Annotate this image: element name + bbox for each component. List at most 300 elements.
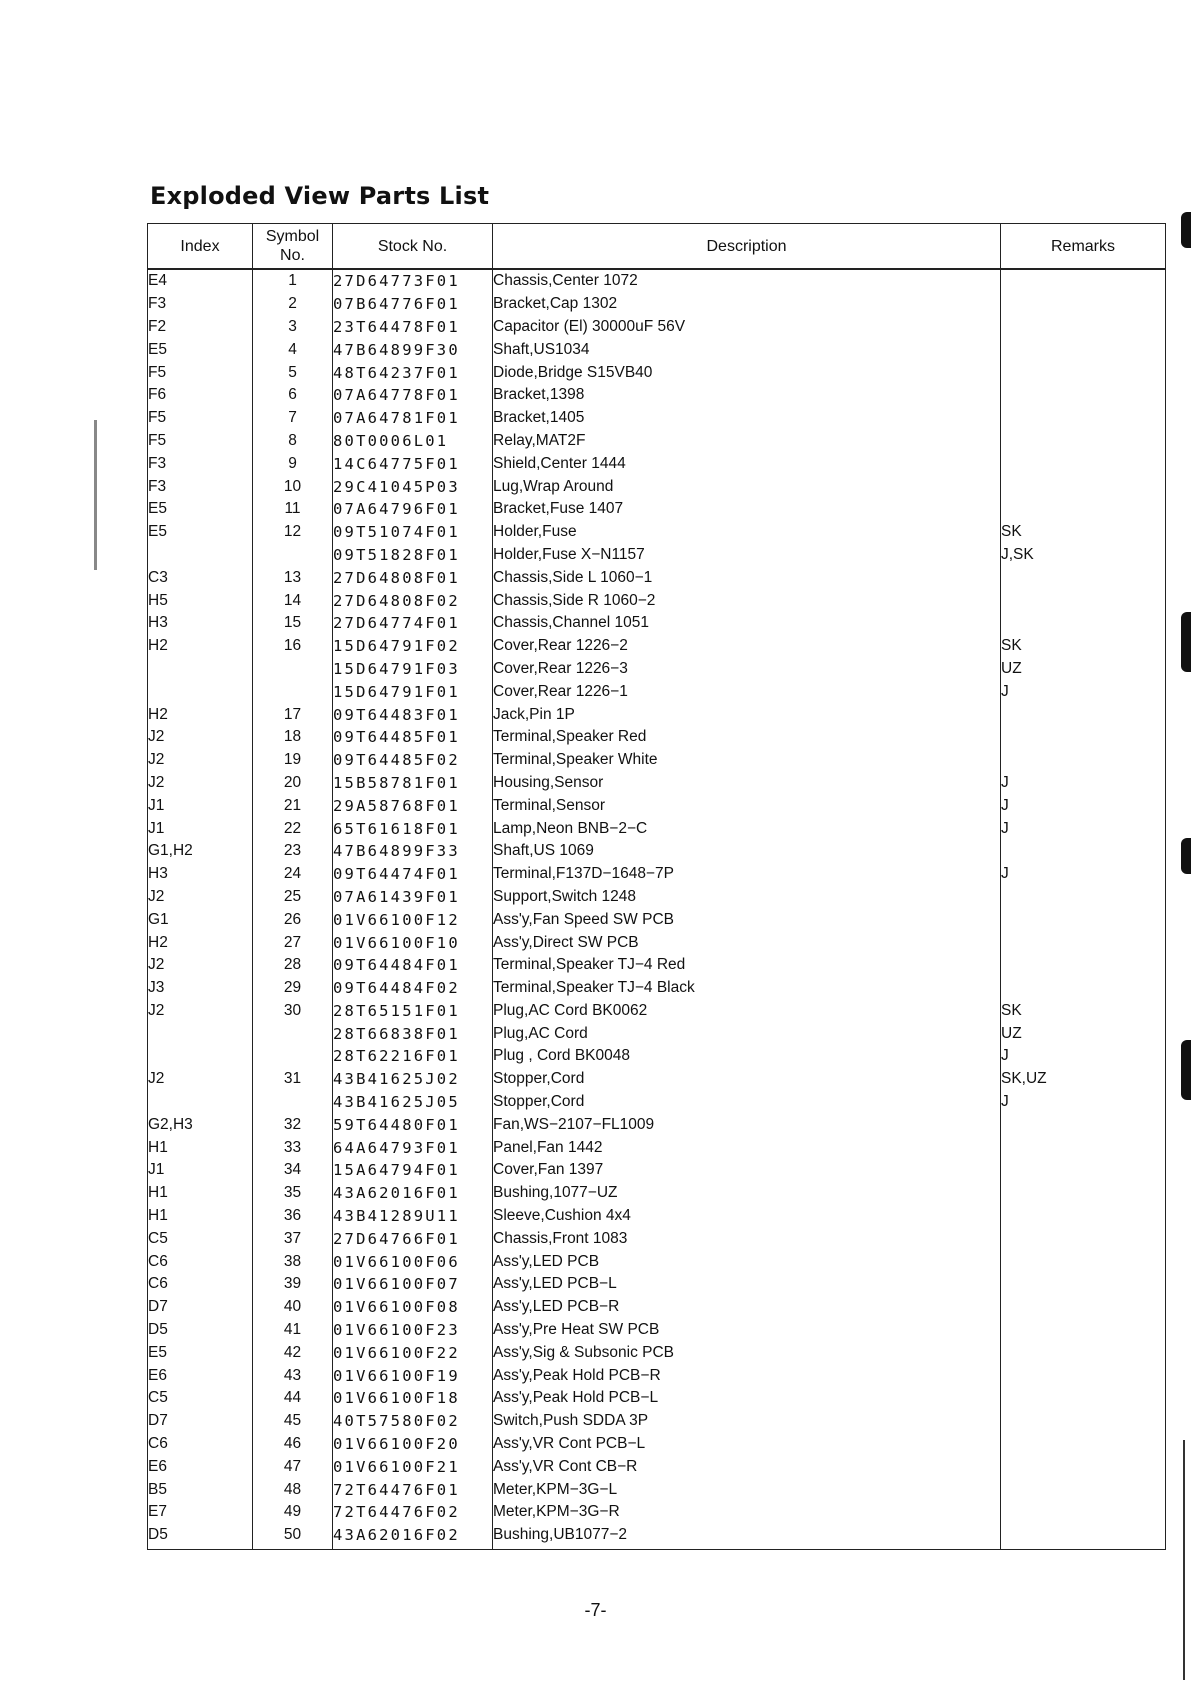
table-row bbox=[148, 1159, 1166, 1182]
table-row bbox=[148, 1227, 1166, 1250]
cell-description: Holder,Fuse X−N1157 bbox=[493, 544, 1001, 567]
table-row bbox=[148, 726, 1166, 749]
cell-stock-no: 72T64476F01 bbox=[333, 1478, 493, 1501]
cell-remarks bbox=[1001, 1387, 1166, 1410]
cell-symbol: 33 bbox=[253, 1136, 333, 1159]
table-row bbox=[148, 1364, 1166, 1387]
cell-remarks bbox=[1001, 293, 1166, 316]
cell-remarks bbox=[1001, 840, 1166, 863]
cell-stock-no: 28T65151F01 bbox=[333, 1000, 493, 1023]
cell-remarks: SK,UZ bbox=[1001, 1068, 1166, 1091]
cell-symbol: 29 bbox=[253, 977, 333, 1000]
cell-stock-no: 07B64776F01 bbox=[333, 293, 493, 316]
cell-remarks bbox=[1001, 407, 1166, 430]
cell-description: Terminal,Speaker Red bbox=[493, 726, 1001, 749]
cell-symbol: 28 bbox=[253, 954, 333, 977]
cell-description: Housing,Sensor bbox=[493, 772, 1001, 795]
cell-index: F3 bbox=[148, 293, 253, 316]
cell-description: Terminal,Speaker TJ−4 Red bbox=[493, 954, 1001, 977]
cell-remarks bbox=[1001, 1113, 1166, 1136]
table-row bbox=[148, 1000, 1166, 1023]
cell-remarks: SK bbox=[1001, 521, 1166, 544]
cell-symbol: 12 bbox=[253, 521, 333, 544]
cell-description: Terminal,Sensor bbox=[493, 794, 1001, 817]
cell-remarks bbox=[1001, 1159, 1166, 1182]
cell-symbol: 41 bbox=[253, 1319, 333, 1342]
cell-index: F5 bbox=[148, 407, 253, 430]
table-row bbox=[148, 1113, 1166, 1136]
cell-symbol: 6 bbox=[253, 384, 333, 407]
table-row bbox=[148, 1068, 1166, 1091]
cell-stock-no: 07A64781F01 bbox=[333, 407, 493, 430]
cell-description: Ass'y,LED PCB bbox=[493, 1250, 1001, 1273]
cell-remarks: SK bbox=[1001, 635, 1166, 658]
table-row bbox=[148, 1136, 1166, 1159]
table-row bbox=[148, 863, 1166, 886]
table-row bbox=[148, 1501, 1166, 1524]
table-row bbox=[148, 886, 1166, 909]
cell-stock-no: 27D64774F01 bbox=[333, 612, 493, 635]
cell-remarks bbox=[1001, 1227, 1166, 1250]
binder-tab-mark bbox=[1181, 1040, 1191, 1100]
table-row bbox=[148, 1319, 1166, 1342]
cell-stock-no: 27D64773F01 bbox=[333, 269, 493, 293]
cell-description: Ass'y,Sig & Subsonic PCB bbox=[493, 1341, 1001, 1364]
cell-index: J3 bbox=[148, 977, 253, 1000]
table-row bbox=[148, 1250, 1166, 1273]
table-row bbox=[148, 840, 1166, 863]
cell-remarks bbox=[1001, 908, 1166, 931]
table-row bbox=[148, 1205, 1166, 1228]
cell-index bbox=[148, 544, 253, 567]
cell-index: F5 bbox=[148, 361, 253, 384]
cell-index: J2 bbox=[148, 772, 253, 795]
cell-description: Ass'y,Fan Speed SW PCB bbox=[493, 908, 1001, 931]
cell-index: C5 bbox=[148, 1227, 253, 1250]
cell-stock-no: 29C41045P03 bbox=[333, 475, 493, 498]
cell-remarks bbox=[1001, 612, 1166, 635]
cell-remarks bbox=[1001, 703, 1166, 726]
cell-description: Lug,Wrap Around bbox=[493, 475, 1001, 498]
cell-stock-no: 28T66838F01 bbox=[333, 1022, 493, 1045]
cell-index: J1 bbox=[148, 817, 253, 840]
cell-stock-no: 07A64796F01 bbox=[333, 498, 493, 521]
table-row bbox=[148, 1410, 1166, 1433]
cell-remarks bbox=[1001, 749, 1166, 772]
cell-index: H5 bbox=[148, 589, 253, 612]
table-row bbox=[148, 361, 1166, 384]
cell-description: Ass'y,Peak Hold PCB−L bbox=[493, 1387, 1001, 1410]
cell-stock-no: 09T64483F01 bbox=[333, 703, 493, 726]
table-row bbox=[148, 658, 1166, 681]
cell-remarks bbox=[1001, 269, 1166, 293]
cell-symbol: 47 bbox=[253, 1455, 333, 1478]
scan-edge-line bbox=[1183, 1440, 1185, 1680]
cell-symbol: 23 bbox=[253, 840, 333, 863]
binder-tab-mark bbox=[1181, 612, 1191, 672]
cell-description: Plug , Cord BK0048 bbox=[493, 1045, 1001, 1068]
binder-tab-mark bbox=[1181, 212, 1191, 248]
cell-symbol: 39 bbox=[253, 1273, 333, 1296]
table-row bbox=[148, 1022, 1166, 1045]
cell-stock-no: 01V66100F06 bbox=[333, 1250, 493, 1273]
cell-remarks bbox=[1001, 1524, 1166, 1549]
cell-symbol: 34 bbox=[253, 1159, 333, 1182]
cell-stock-no: 01V66100F19 bbox=[333, 1364, 493, 1387]
cell-remarks bbox=[1001, 886, 1166, 909]
cell-index: H1 bbox=[148, 1205, 253, 1228]
cell-index: H2 bbox=[148, 703, 253, 726]
cell-symbol: 45 bbox=[253, 1410, 333, 1433]
cell-stock-no: 09T64485F02 bbox=[333, 749, 493, 772]
cell-symbol: 21 bbox=[253, 794, 333, 817]
cell-description: Bushing,1077−UZ bbox=[493, 1182, 1001, 1205]
cell-description: Ass'y,LED PCB−L bbox=[493, 1273, 1001, 1296]
table-row bbox=[148, 1433, 1166, 1456]
cell-description: Holder,Fuse bbox=[493, 521, 1001, 544]
cell-index: J2 bbox=[148, 954, 253, 977]
cell-remarks: UZ bbox=[1001, 1022, 1166, 1045]
cell-stock-no: 01V66100F20 bbox=[333, 1433, 493, 1456]
cell-remarks bbox=[1001, 977, 1166, 1000]
table-row bbox=[148, 498, 1166, 521]
cell-description: Bracket,1405 bbox=[493, 407, 1001, 430]
cell-remarks bbox=[1001, 384, 1166, 407]
cell-index bbox=[148, 680, 253, 703]
table-row bbox=[148, 384, 1166, 407]
cell-symbol bbox=[253, 680, 333, 703]
cell-description: Stopper,Cord bbox=[493, 1068, 1001, 1091]
cell-stock-no: 01V66100F23 bbox=[333, 1319, 493, 1342]
cell-symbol: 2 bbox=[253, 293, 333, 316]
cell-stock-no: 09T51828F01 bbox=[333, 544, 493, 567]
cell-index: H1 bbox=[148, 1136, 253, 1159]
cell-symbol: 35 bbox=[253, 1182, 333, 1205]
cell-description: Terminal,F137D−1648−7P bbox=[493, 863, 1001, 886]
cell-stock-no: 27D64766F01 bbox=[333, 1227, 493, 1250]
cell-description: Chassis,Center 1072 bbox=[493, 269, 1001, 293]
cell-description: Fan,WS−2107−FL1009 bbox=[493, 1113, 1001, 1136]
cell-symbol bbox=[253, 1091, 333, 1114]
cell-description: Terminal,Speaker White bbox=[493, 749, 1001, 772]
parts-table-header bbox=[148, 224, 1166, 270]
cell-symbol: 40 bbox=[253, 1296, 333, 1319]
cell-remarks bbox=[1001, 361, 1166, 384]
table-row bbox=[148, 521, 1166, 544]
cell-symbol: 32 bbox=[253, 1113, 333, 1136]
cell-stock-no: 01V66100F07 bbox=[333, 1273, 493, 1296]
cell-index: H2 bbox=[148, 931, 253, 954]
cell-remarks bbox=[1001, 452, 1166, 475]
cell-description: Chassis,Channel 1051 bbox=[493, 612, 1001, 635]
cell-symbol: 18 bbox=[253, 726, 333, 749]
cell-symbol: 20 bbox=[253, 772, 333, 795]
cell-remarks bbox=[1001, 1364, 1166, 1387]
cell-description: Lamp,Neon BNB−2−C bbox=[493, 817, 1001, 840]
table-row bbox=[148, 475, 1166, 498]
cell-description: Bushing,UB1077−2 bbox=[493, 1524, 1001, 1549]
cell-symbol: 17 bbox=[253, 703, 333, 726]
cell-symbol: 13 bbox=[253, 566, 333, 589]
cell-stock-no: 28T62216F01 bbox=[333, 1045, 493, 1068]
cell-symbol: 49 bbox=[253, 1501, 333, 1524]
cell-description: Plug,AC Cord BK0062 bbox=[493, 1000, 1001, 1023]
table-row bbox=[148, 908, 1166, 931]
cell-index: G1,H2 bbox=[148, 840, 253, 863]
cell-symbol: 37 bbox=[253, 1227, 333, 1250]
cell-symbol bbox=[253, 544, 333, 567]
table-row bbox=[148, 1273, 1166, 1296]
table-row bbox=[148, 772, 1166, 795]
cell-stock-no: 15D64791F01 bbox=[333, 680, 493, 703]
page-number: -7- bbox=[584, 1600, 607, 1620]
cell-stock-no: 47B64899F33 bbox=[333, 840, 493, 863]
header-remarks: Remarks bbox=[1001, 224, 1166, 270]
header-symbol-line2: No. bbox=[280, 247, 305, 264]
table-row bbox=[148, 452, 1166, 475]
cell-symbol bbox=[253, 658, 333, 681]
cell-symbol: 5 bbox=[253, 361, 333, 384]
cell-symbol: 27 bbox=[253, 931, 333, 954]
cell-index bbox=[148, 1045, 253, 1068]
cell-description: Relay,MAT2F bbox=[493, 430, 1001, 453]
cell-remarks bbox=[1001, 1455, 1166, 1478]
cell-stock-no: 15A64794F01 bbox=[333, 1159, 493, 1182]
cell-stock-no: 01V66100F10 bbox=[333, 931, 493, 954]
table-row bbox=[148, 430, 1166, 453]
cell-stock-no: 43B41625J05 bbox=[333, 1091, 493, 1114]
cell-remarks bbox=[1001, 1319, 1166, 1342]
cell-remarks: J bbox=[1001, 794, 1166, 817]
cell-stock-no: 23T64478F01 bbox=[333, 316, 493, 339]
cell-remarks bbox=[1001, 726, 1166, 749]
cell-index: E5 bbox=[148, 1341, 253, 1364]
cell-description: Stopper,Cord bbox=[493, 1091, 1001, 1114]
cell-index: G1 bbox=[148, 908, 253, 931]
cell-stock-no: 09T64484F01 bbox=[333, 954, 493, 977]
cell-symbol: 25 bbox=[253, 886, 333, 909]
cell-index: D5 bbox=[148, 1319, 253, 1342]
cell-stock-no: 65T61618F01 bbox=[333, 817, 493, 840]
cell-stock-no: 15D64791F02 bbox=[333, 635, 493, 658]
cell-index: H2 bbox=[148, 635, 253, 658]
cell-symbol: 4 bbox=[253, 338, 333, 361]
cell-index: J1 bbox=[148, 794, 253, 817]
cell-remarks bbox=[1001, 475, 1166, 498]
cell-index: D5 bbox=[148, 1524, 253, 1549]
cell-stock-no: 64A64793F01 bbox=[333, 1136, 493, 1159]
header-symbol bbox=[253, 224, 333, 270]
cell-index: E5 bbox=[148, 498, 253, 521]
cell-index: E7 bbox=[148, 1501, 253, 1524]
cell-stock-no: 01V66100F12 bbox=[333, 908, 493, 931]
cell-index: J2 bbox=[148, 726, 253, 749]
cell-stock-no: 07A61439F01 bbox=[333, 886, 493, 909]
table-row bbox=[148, 269, 1166, 293]
cell-symbol: 7 bbox=[253, 407, 333, 430]
cell-index bbox=[148, 658, 253, 681]
cell-description: Chassis,Side R 1060−2 bbox=[493, 589, 1001, 612]
cell-symbol: 14 bbox=[253, 589, 333, 612]
cell-index: D7 bbox=[148, 1410, 253, 1433]
header-symbol-line1: Symbol bbox=[265, 228, 320, 245]
cell-symbol: 31 bbox=[253, 1068, 333, 1091]
cell-index: F2 bbox=[148, 316, 253, 339]
cell-stock-no: 01V66100F22 bbox=[333, 1341, 493, 1364]
cell-index: C6 bbox=[148, 1273, 253, 1296]
cell-stock-no: 80T0006L01 bbox=[333, 430, 493, 453]
cell-symbol: 36 bbox=[253, 1205, 333, 1228]
cell-remarks: J bbox=[1001, 680, 1166, 703]
cell-symbol: 26 bbox=[253, 908, 333, 931]
cell-symbol: 19 bbox=[253, 749, 333, 772]
table-row bbox=[148, 635, 1166, 658]
cell-symbol: 11 bbox=[253, 498, 333, 521]
table-row bbox=[148, 1387, 1166, 1410]
cell-stock-no: 07A64778F01 bbox=[333, 384, 493, 407]
cell-stock-no: 15D64791F03 bbox=[333, 658, 493, 681]
cell-index bbox=[148, 1022, 253, 1045]
cell-description: Diode,Bridge S15VB40 bbox=[493, 361, 1001, 384]
cell-stock-no: 09T64485F01 bbox=[333, 726, 493, 749]
cell-remarks bbox=[1001, 498, 1166, 521]
cell-index: J2 bbox=[148, 1068, 253, 1091]
cell-stock-no: 48T64237F01 bbox=[333, 361, 493, 384]
cell-stock-no: 47B64899F30 bbox=[333, 338, 493, 361]
table-row bbox=[148, 544, 1166, 567]
cell-symbol: 48 bbox=[253, 1478, 333, 1501]
header-description: Description bbox=[493, 224, 1001, 270]
cell-description: Cover,Rear 1226−3 bbox=[493, 658, 1001, 681]
cell-remarks bbox=[1001, 1205, 1166, 1228]
table-row bbox=[148, 1091, 1166, 1114]
table-row bbox=[148, 1045, 1166, 1068]
cell-remarks bbox=[1001, 589, 1166, 612]
cell-stock-no: 29A58768F01 bbox=[333, 794, 493, 817]
cell-description: Cover,Rear 1226−1 bbox=[493, 680, 1001, 703]
cell-index: E6 bbox=[148, 1455, 253, 1478]
cell-description: Meter,KPM−3G−R bbox=[493, 1501, 1001, 1524]
cell-index: H3 bbox=[148, 863, 253, 886]
cell-index: E4 bbox=[148, 269, 253, 293]
cell-index: J2 bbox=[148, 749, 253, 772]
cell-index: H3 bbox=[148, 612, 253, 635]
cell-stock-no: 59T64480F01 bbox=[333, 1113, 493, 1136]
cell-description: Plug,AC Cord bbox=[493, 1022, 1001, 1045]
cell-description: Cover,Rear 1226−2 bbox=[493, 635, 1001, 658]
cell-description: Chassis,Side L 1060−1 bbox=[493, 566, 1001, 589]
cell-stock-no: 72T64476F02 bbox=[333, 1501, 493, 1524]
cell-stock-no: 09T64484F02 bbox=[333, 977, 493, 1000]
cell-symbol: 16 bbox=[253, 635, 333, 658]
cell-description: Bracket,Cap 1302 bbox=[493, 293, 1001, 316]
cell-description: Ass'y,VR Cont PCB−L bbox=[493, 1433, 1001, 1456]
cell-index: C6 bbox=[148, 1250, 253, 1273]
cell-description: Meter,KPM−3G−L bbox=[493, 1478, 1001, 1501]
cell-symbol: 22 bbox=[253, 817, 333, 840]
cell-symbol: 46 bbox=[253, 1433, 333, 1456]
cell-symbol: 30 bbox=[253, 1000, 333, 1023]
cell-stock-no: 40T57580F02 bbox=[333, 1410, 493, 1433]
cell-symbol: 38 bbox=[253, 1250, 333, 1273]
cell-remarks bbox=[1001, 1182, 1166, 1205]
cell-description: Ass'y,LED PCB−R bbox=[493, 1296, 1001, 1319]
cell-symbol: 3 bbox=[253, 316, 333, 339]
cell-symbol bbox=[253, 1022, 333, 1045]
cell-remarks bbox=[1001, 1341, 1166, 1364]
cell-index: B5 bbox=[148, 1478, 253, 1501]
cell-index: C6 bbox=[148, 1433, 253, 1456]
cell-description: Ass'y,Peak Hold PCB−R bbox=[493, 1364, 1001, 1387]
table-row bbox=[148, 293, 1166, 316]
cell-index: F6 bbox=[148, 384, 253, 407]
table-row bbox=[148, 954, 1166, 977]
cell-remarks bbox=[1001, 1273, 1166, 1296]
cell-remarks: J bbox=[1001, 1091, 1166, 1114]
cell-stock-no: 15B58781F01 bbox=[333, 772, 493, 795]
cell-index: H1 bbox=[148, 1182, 253, 1205]
cell-index: J2 bbox=[148, 886, 253, 909]
cell-stock-no: 01V66100F21 bbox=[333, 1455, 493, 1478]
table-row bbox=[148, 1341, 1166, 1364]
cell-remarks: J bbox=[1001, 772, 1166, 795]
cell-symbol: 24 bbox=[253, 863, 333, 886]
cell-stock-no: 01V66100F08 bbox=[333, 1296, 493, 1319]
cell-stock-no: 43A62016F02 bbox=[333, 1524, 493, 1549]
cell-description: Terminal,Speaker TJ−4 Black bbox=[493, 977, 1001, 1000]
table-row bbox=[148, 749, 1166, 772]
cell-index: E5 bbox=[148, 521, 253, 544]
cell-description: Switch,Push SDDA 3P bbox=[493, 1410, 1001, 1433]
cell-stock-no: 01V66100F18 bbox=[333, 1387, 493, 1410]
cell-index: G2,H3 bbox=[148, 1113, 253, 1136]
cell-remarks bbox=[1001, 566, 1166, 589]
table-row bbox=[148, 1524, 1166, 1549]
scan-margin-mark bbox=[94, 420, 97, 570]
cell-description: Ass'y,VR Cont CB−R bbox=[493, 1455, 1001, 1478]
cell-symbol: 15 bbox=[253, 612, 333, 635]
cell-stock-no: 14C64775F01 bbox=[333, 452, 493, 475]
cell-description: Bracket,1398 bbox=[493, 384, 1001, 407]
table-row bbox=[148, 407, 1166, 430]
cell-remarks bbox=[1001, 1501, 1166, 1524]
cell-description: Panel,Fan 1442 bbox=[493, 1136, 1001, 1159]
cell-remarks bbox=[1001, 1250, 1166, 1273]
cell-description: Shaft,US1034 bbox=[493, 338, 1001, 361]
table-row bbox=[148, 316, 1166, 339]
table-row bbox=[148, 817, 1166, 840]
cell-stock-no: 43A62016F01 bbox=[333, 1182, 493, 1205]
cell-stock-no: 09T64474F01 bbox=[333, 863, 493, 886]
cell-remarks: SK bbox=[1001, 1000, 1166, 1023]
table-row bbox=[148, 338, 1166, 361]
cell-symbol: 44 bbox=[253, 1387, 333, 1410]
cell-index: E6 bbox=[148, 1364, 253, 1387]
cell-description: Chassis,Front 1083 bbox=[493, 1227, 1001, 1250]
cell-description: Ass'y,Pre Heat SW PCB bbox=[493, 1319, 1001, 1342]
cell-description: Shaft,US 1069 bbox=[493, 840, 1001, 863]
cell-description: Ass'y,Direct SW PCB bbox=[493, 931, 1001, 954]
parts-table bbox=[147, 223, 1166, 1550]
cell-index: F3 bbox=[148, 452, 253, 475]
table-row bbox=[148, 589, 1166, 612]
cell-remarks bbox=[1001, 1136, 1166, 1159]
page-title: Exploded View Parts List bbox=[150, 182, 490, 210]
cell-index: C5 bbox=[148, 1387, 253, 1410]
cell-index: F5 bbox=[148, 430, 253, 453]
header-index: Index bbox=[148, 224, 253, 270]
cell-remarks bbox=[1001, 1478, 1166, 1501]
